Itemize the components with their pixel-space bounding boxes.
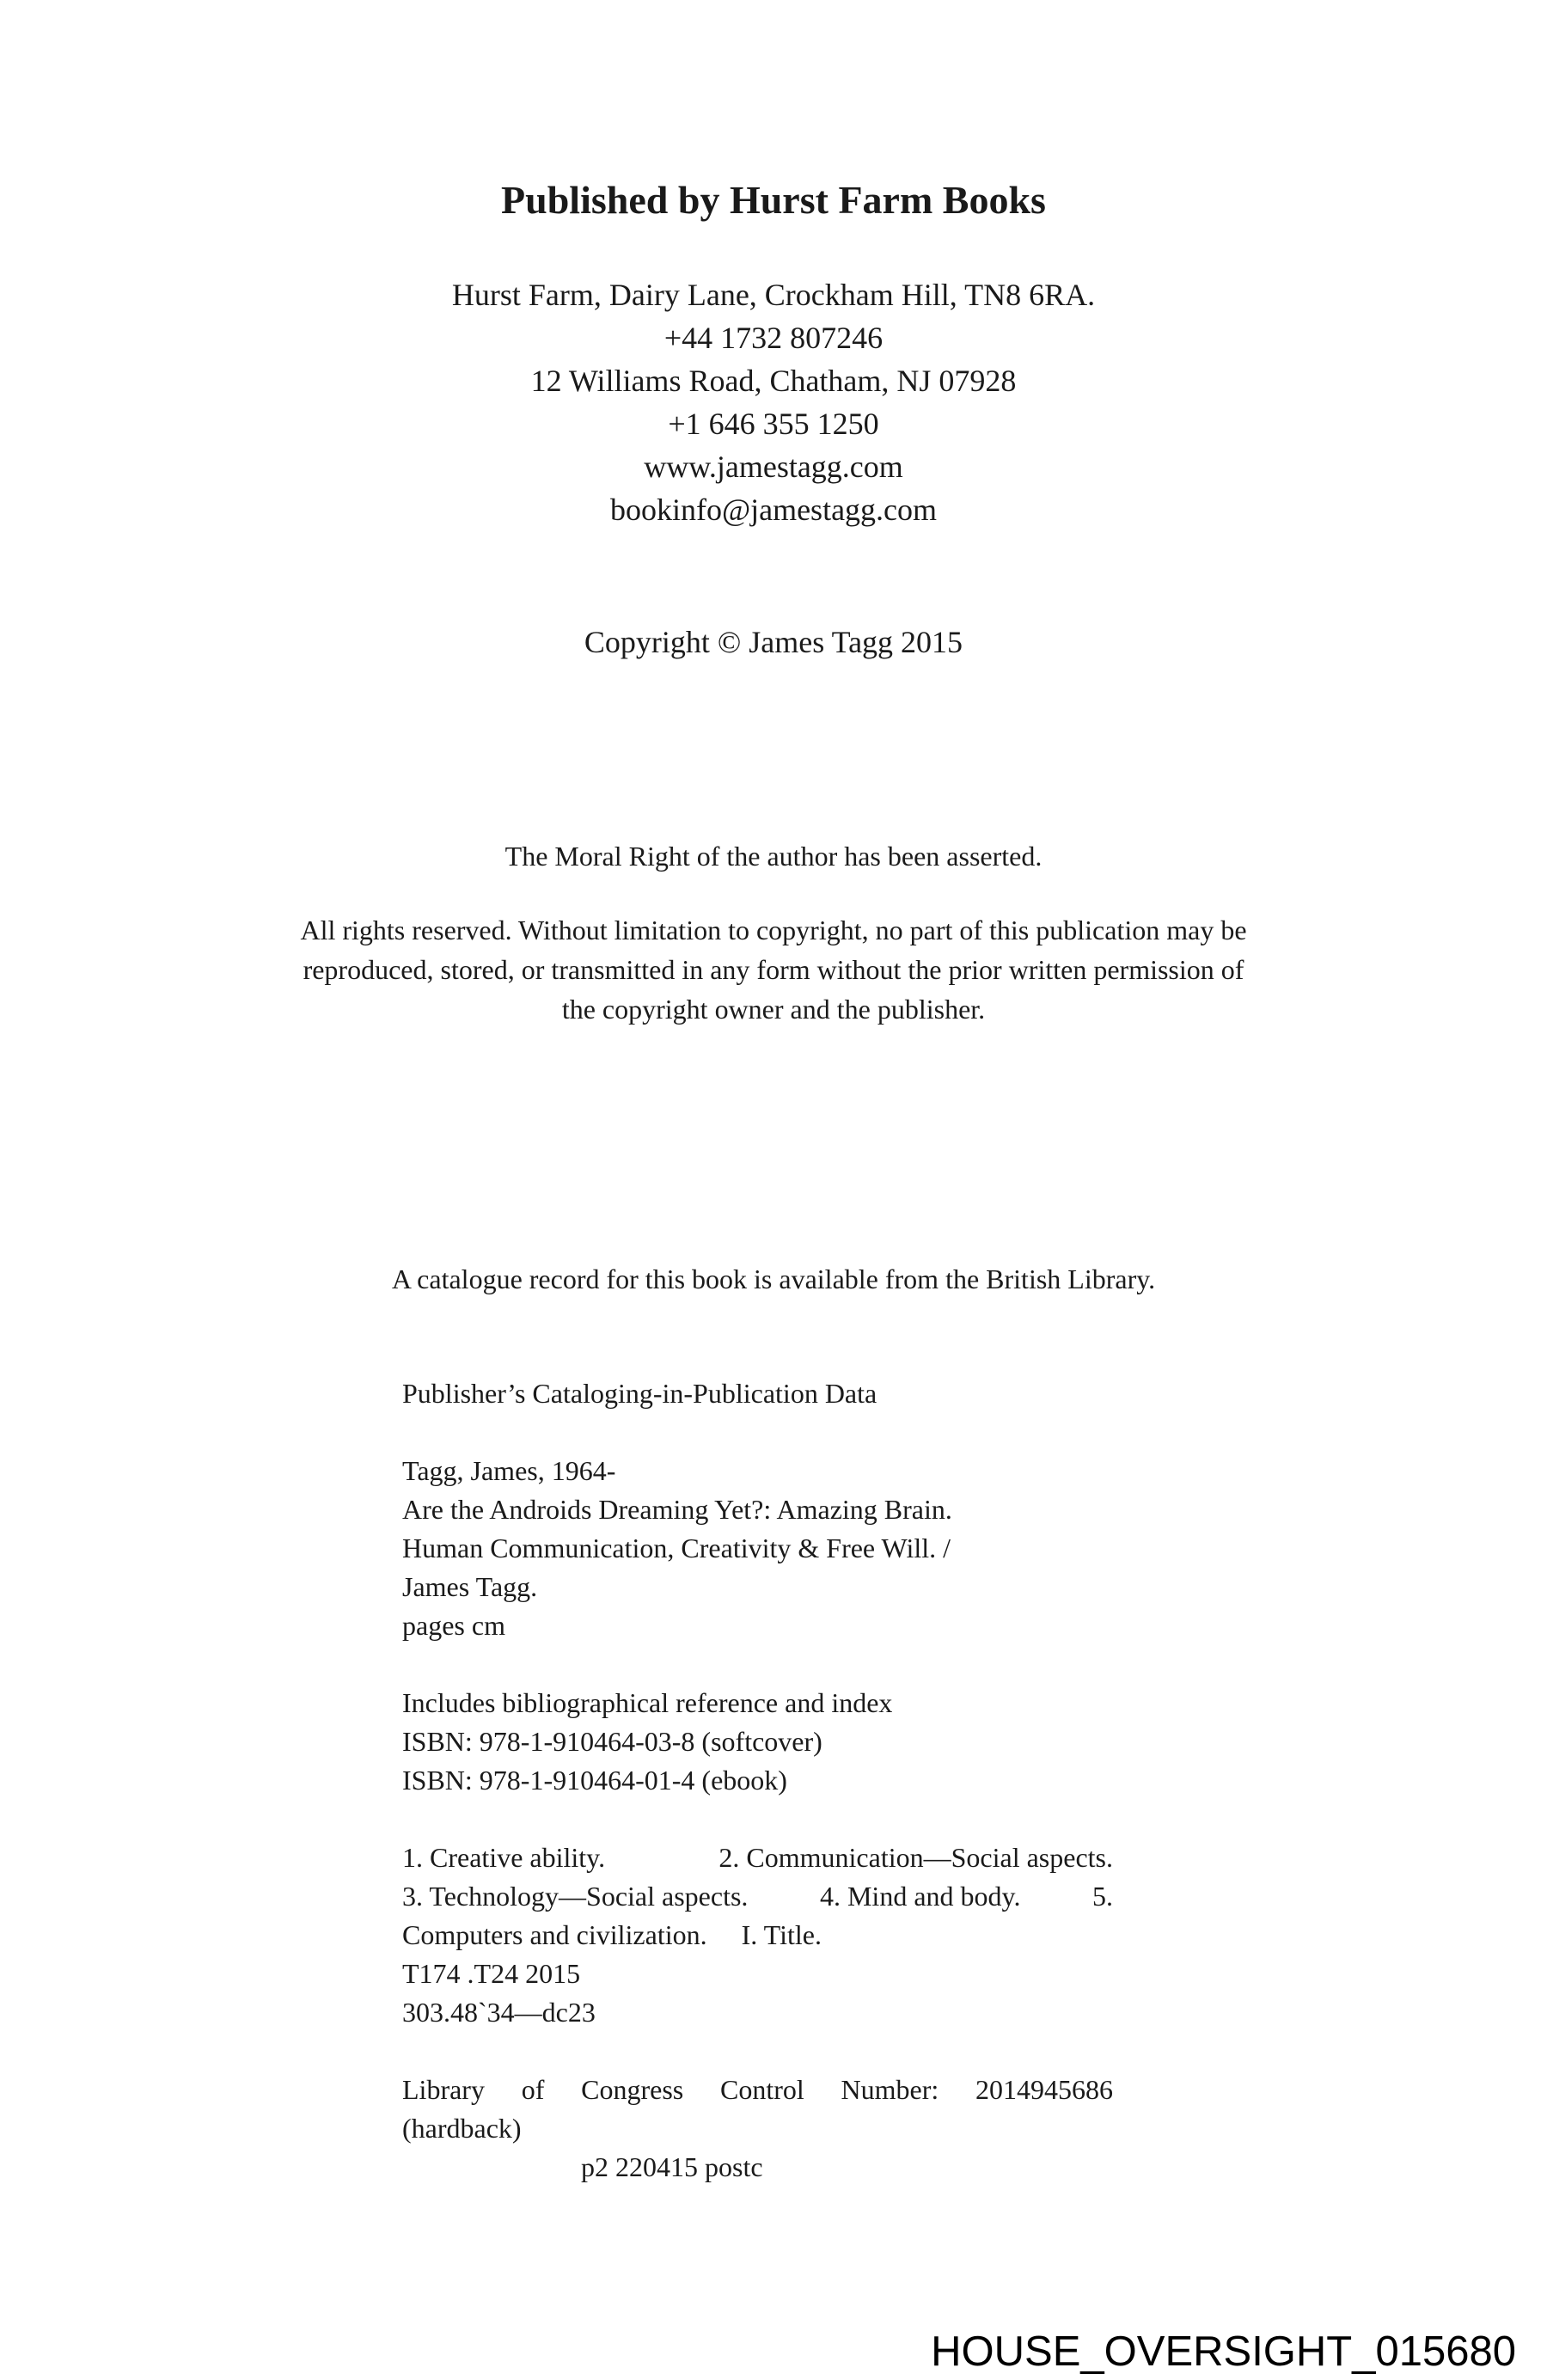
cip-subtitle: Human Communication, Creativity & Free Will. / (402, 1533, 951, 1563)
cip-author: Tagg, James, 1964- (402, 1455, 616, 1486)
cip-pages: pages cm (402, 1610, 505, 1641)
copyright-notice: Copyright © James Tagg 2015 (584, 625, 963, 659)
lc-classification: T174 .T24 2015 (402, 1958, 581, 1989)
cip-heading: Publisher’s Cataloging-in-Publication Data (402, 1378, 877, 1409)
lccn-number: 2014945686 (975, 2074, 1113, 2105)
email-link[interactable]: bookinfo@jamestagg.com (609, 493, 938, 527)
subjects-line-1 (402, 1839, 1113, 1877)
address-line-chatham: 12 Williams Road, Chatham, NJ 07928 (530, 364, 1017, 398)
isbn-softcover: ISBN: 978-1-910464-03-8 (softcover) (402, 1726, 822, 1757)
website-link[interactable]: www.jamestagg.com (644, 450, 903, 484)
address-line-farm: Hurst Farm, Dairy Lane, Crockham Hill, TN8 6RA. (451, 278, 1096, 312)
subject-item: 2. Communication—Social aspects. (718, 1842, 1113, 1873)
cip-includes: Includes bibliographical reference and index (402, 1687, 893, 1718)
subject-item: 5. (1091, 1881, 1113, 1912)
subjects-line-3: Computers and civilization. I. Title. (402, 1919, 822, 1950)
dewey-classification: 303.48`34—dc23 (402, 1997, 596, 2028)
isbn-ebook: ISBN: 978-1-910464-01-4 (ebook) (402, 1765, 787, 1796)
phone-us: +1 646 355 1250 (668, 407, 879, 441)
bates-stamp: HOUSE_OVERSIGHT_015680 (931, 2328, 1516, 2375)
subjects-line-2 (402, 1877, 1113, 1916)
cip-title: Are the Androids Dreaming Yet?: Amazing Brain. (402, 1494, 952, 1525)
rights-line: All rights reserved. Without limitation to copyright, no part of this publication may be (300, 915, 1247, 945)
subject-item: 4. Mind and body. (819, 1881, 1021, 1912)
lccn-hardback: (hardback) (402, 2113, 522, 2144)
subject-item: 1. Creative ability. (402, 1842, 606, 1873)
publisher-address (0, 273, 1547, 531)
rights-reserved-statement (0, 910, 1547, 1029)
subject-item: 3. Technology—Social aspects. (402, 1881, 749, 1912)
rights-line: reproduced, stored, or transmitted in any form without the prior written permission of (303, 954, 1244, 985)
cip-data-block (402, 1374, 1116, 2187)
print-code: p2 220415 postc (581, 2151, 763, 2182)
phone-uk: +44 1732 807246 (663, 321, 884, 355)
publisher-heading: Published by Hurst Farm Books (501, 178, 1046, 222)
rights-line: the copyright owner and the publisher. (561, 994, 986, 1025)
catalogue-record-statement: A catalogue record for this book is available from the British Library. (391, 1263, 1156, 1294)
lccn-line: Library of Congress Control Number: 2014945686 (402, 2071, 1113, 2109)
moral-right-statement: The Moral Right of the author has been asserted. (504, 841, 1043, 872)
cip-author-name: James Tagg. (402, 1571, 538, 1602)
